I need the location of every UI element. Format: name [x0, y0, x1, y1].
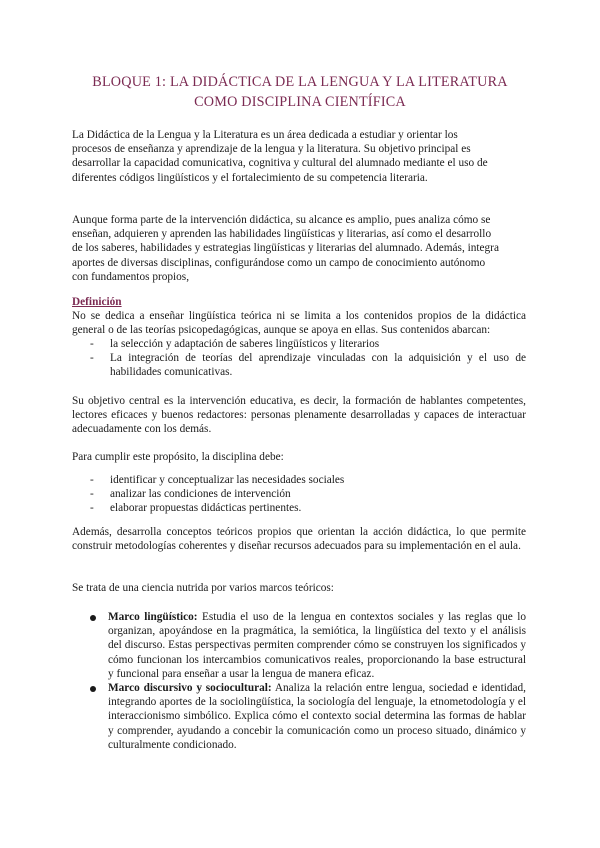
- framework-name: Marco lingüístico:: [108, 611, 198, 623]
- scope-paragraph: Aunque forma parte de la intervención didáctica, su alcance es amplio, pues analiza cómo se enseñan, adquieren y aprenden las habilidades lingüísticas y literarias, así como el desarrollo de los saberes, habilidades y estrategias lingüísticas y literarias del alumnado. Además, integra aportes de diversas disciplinas, configurándose como un campo de conocimiento autónomo con fundamentos propios,: [72, 214, 499, 283]
- purpose-paragraph: Para cumplir este propósito, la disciplina debe:: [72, 451, 284, 463]
- title-line-1: BLOQUE 1: LA DIDÁCTICA DE LA LENGUA Y LA LITERATURA: [92, 74, 508, 90]
- intro-paragraph: La Didáctica de la Lengua y la Literatura es un área dedicada a estudiar y orientar los procesos de enseñanza y aprendizaje de la lengua y la literatura. Su objetivo principal es desarrollar la capacidad comunicativa, cognitiva y cultural del alumnado mediante el uso de diferentes códigos lingüísticos y el fortalecimiento de su competencia literaria.: [72, 129, 488, 184]
- bullet-icon: [90, 686, 96, 692]
- page-title: [60, 72, 540, 112]
- contents-list: [90, 337, 526, 380]
- definition-paragraph: No se dedica a enseñar lingüística teórica ni se limita a los contenidos propios de la didáctica general o de las teorías psicopedagógicas, aunque se apoya en ellas. Sus contenidos abarcan:: [72, 310, 526, 337]
- bullet-icon: [90, 615, 96, 621]
- list-item: - La integración de teorías del aprendizaje vinculadas con la adquisición y el uso de habilidades comunicativas.: [90, 351, 526, 379]
- frameworks-intro-paragraph: Se trata de una ciencia nutrida por varios marcos teóricos:: [72, 582, 334, 594]
- list-item: [88, 610, 526, 681]
- list-item: - identificar y conceptualizar las necesidades sociales: [90, 473, 526, 487]
- framework-name: Marco discursivo y sociocultural:: [108, 682, 272, 695]
- framework-text: Estudia el uso de la lengua en contextos sociales y las reglas que lo organizan, apoyándose en la pragmática, la semiótica, la lingüística del texto y el análisis del discurso. Estas perspectivas permiten comprender cómo se construyen los significados y cómo funcionan los intercambios comunicativos reales, proporcionando la base estructural y funcional para enseñar a usar la lengua de manera eficaz.: [108, 611, 527, 680]
- list-item: - elaborar propuestas didácticas pertinentes.: [90, 501, 526, 515]
- list-item: - analizar las condiciones de intervención: [90, 487, 526, 501]
- concepts-paragraph: Además, desarrolla conceptos teóricos propios que orientan la acción didáctica, lo que permite construir metodologías coherentes y diseñar recursos adecuados para su implementación en el aula.: [72, 526, 526, 553]
- definition-heading: Definición: [72, 296, 122, 308]
- objective-paragraph: Su objetivo central es la intervención educativa, es decir, la formación de hablantes competentes, lectores eficaces y buenos redactores: personas plenamente desarrolladas y capaces de interactuar adecuadamente con los demás.: [72, 395, 526, 436]
- frameworks-list: [88, 610, 526, 752]
- framework-text: Analiza la relación entre lengua, sociedad e identidad, integrando aportes de la sociolingüística, la sociología del lenguaje, la etnometodología y el interaccionismo simbólico. Explica cómo el contexto social determina las formas de hablar y comprender, ayudando a concebir la comunicación como un proceso situado, dinámico y culturalmente condicionado.: [108, 682, 526, 751]
- list-item: - la selección y adaptación de saberes lingüísticos y literarios: [90, 337, 526, 351]
- tasks-list: [90, 473, 526, 516]
- title-line-2: COMO DISCIPLINA CIENTÍFICA: [194, 94, 406, 110]
- list-item: [88, 681, 526, 752]
